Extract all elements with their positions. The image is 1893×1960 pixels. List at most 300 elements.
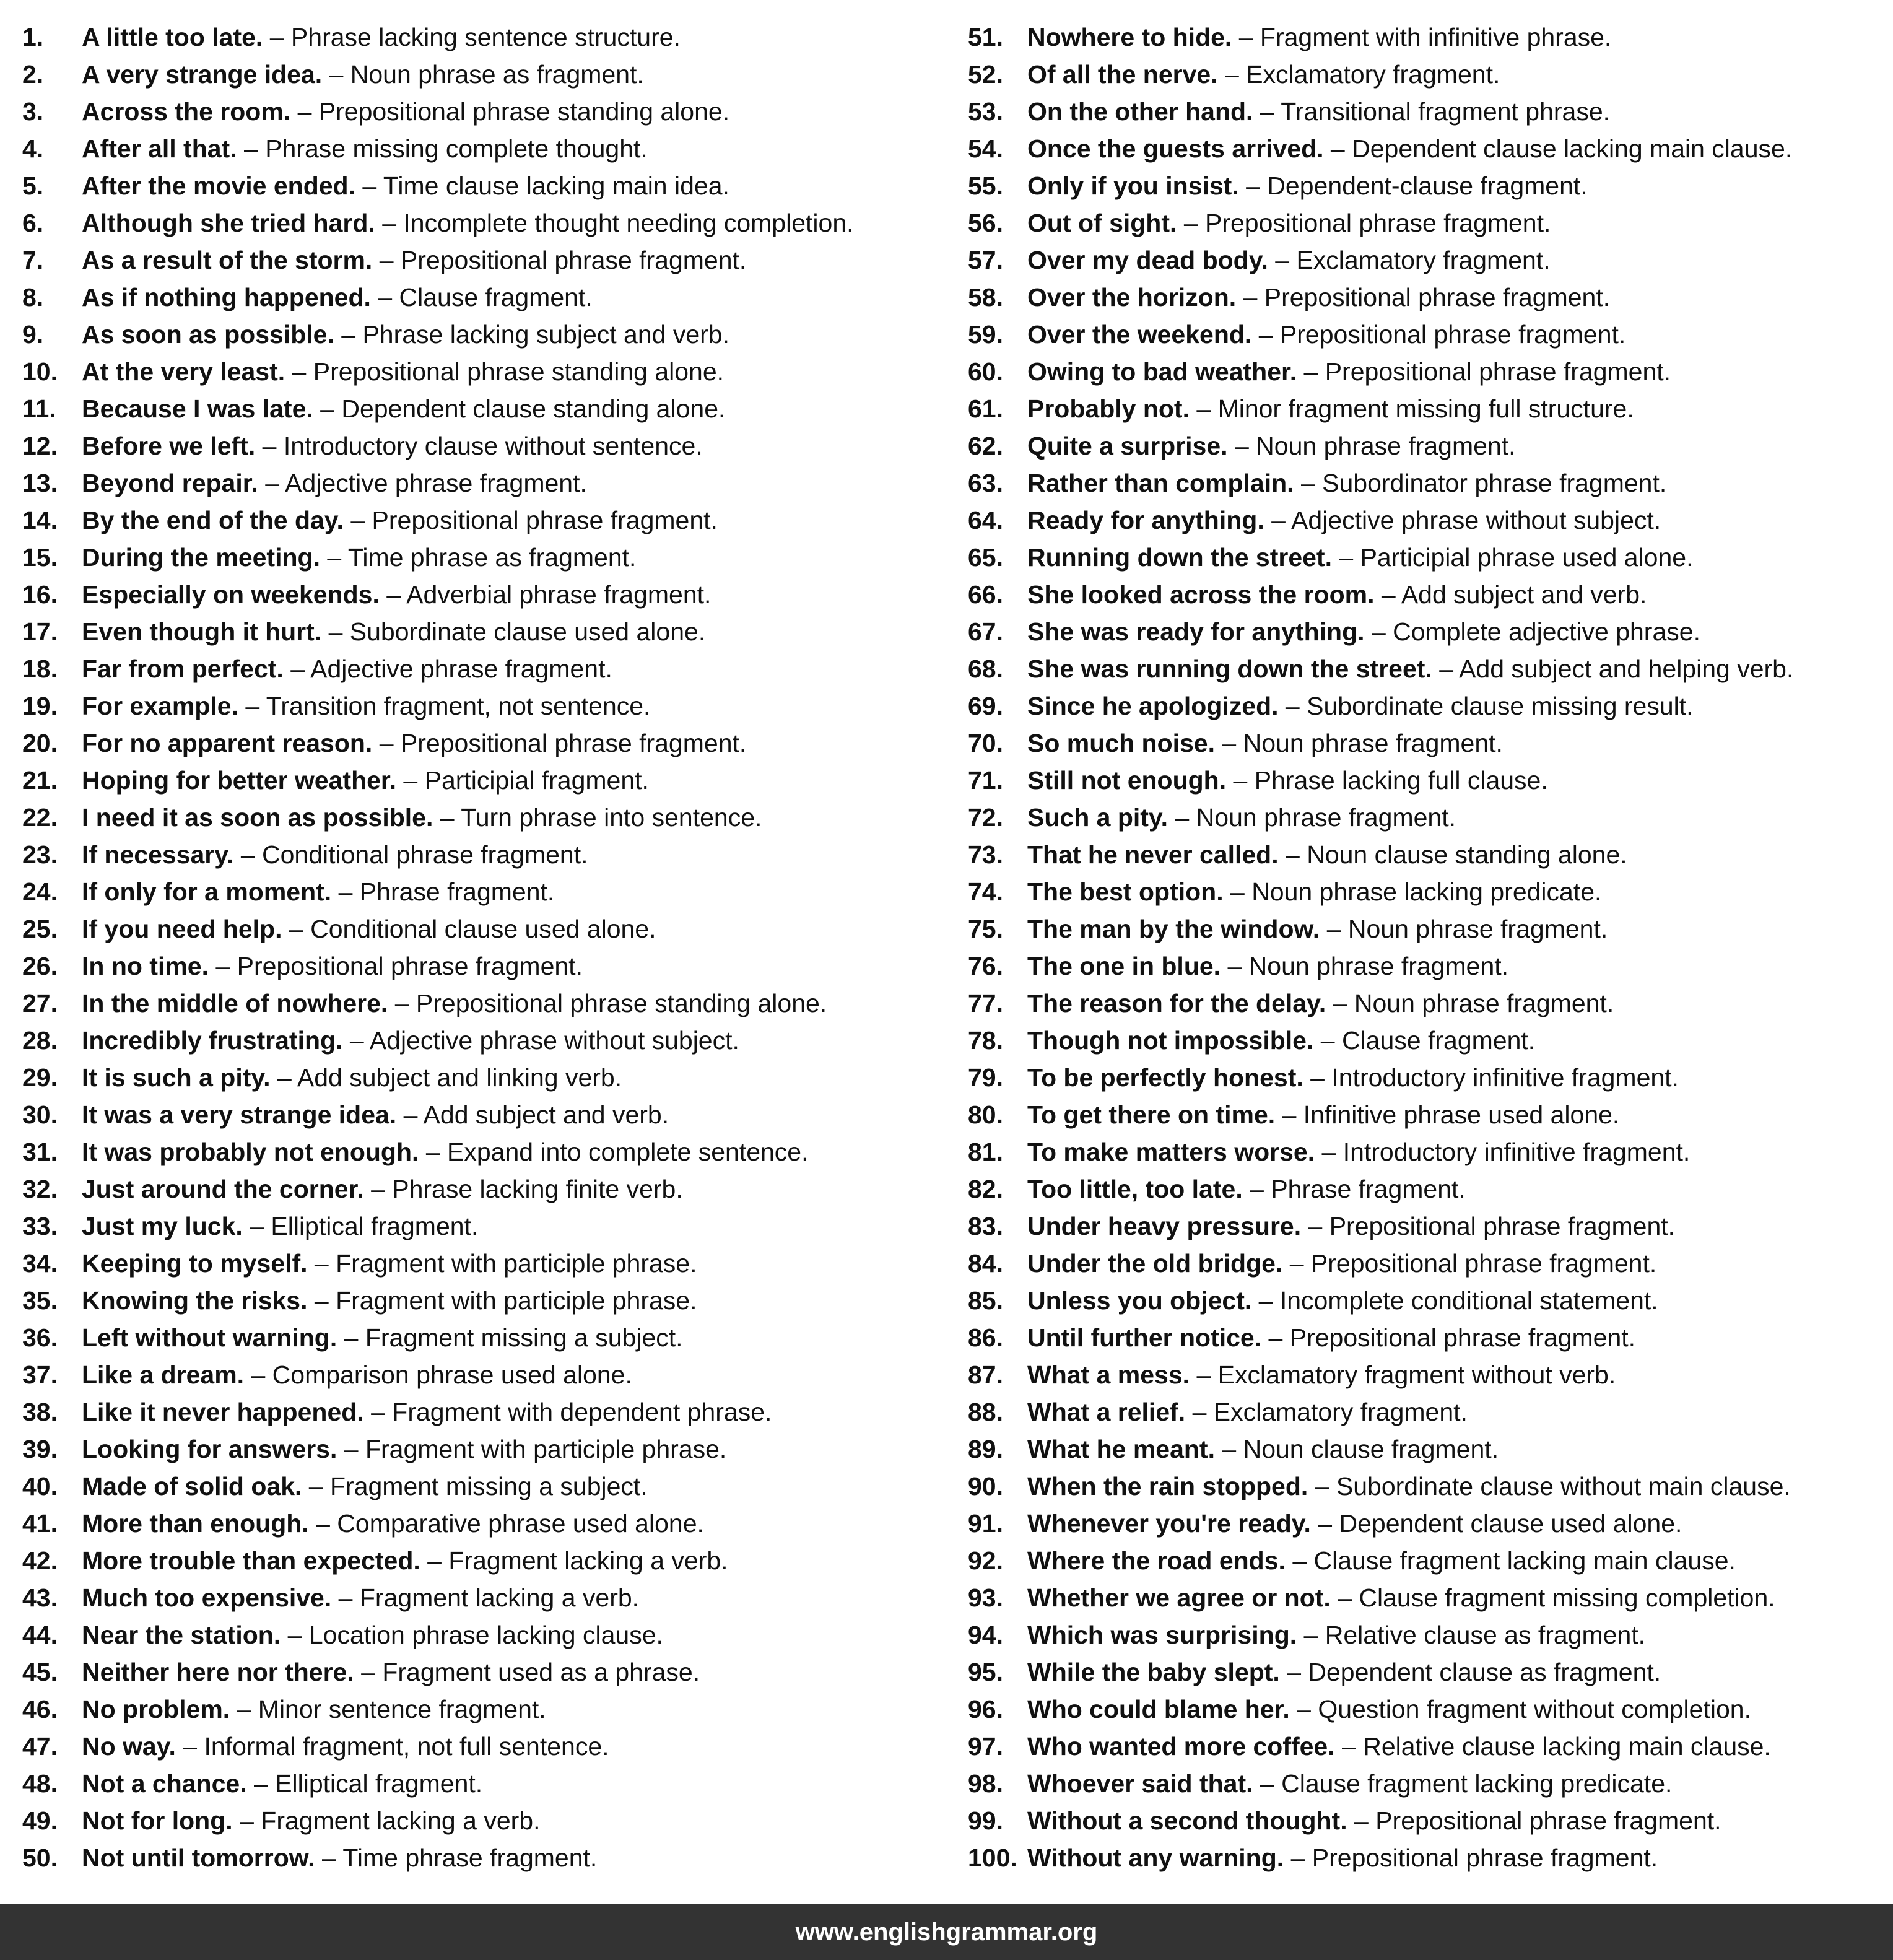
list-item [968, 279, 1884, 316]
fragment-phrase: At the very least. [82, 357, 285, 386]
fragment-phrase: Quite a surprise. [1027, 432, 1228, 460]
list-item [22, 1728, 945, 1765]
item-number: 1. [22, 23, 44, 51]
list-item [22, 725, 945, 762]
item-number: 72. [968, 803, 1003, 832]
list-item [968, 167, 1884, 204]
list-item [22, 464, 945, 502]
fragment-description: – Transition fragment, not sentence. [245, 692, 651, 720]
item-number: 22. [22, 803, 58, 832]
right-column [968, 19, 1884, 1876]
list-item [22, 1616, 945, 1653]
item-number: 13. [22, 469, 58, 497]
fragment-phrase: Neither here nor there. [82, 1658, 354, 1686]
fragment-phrase: More than enough. [82, 1509, 309, 1538]
list-item [22, 316, 945, 353]
list-item [968, 985, 1884, 1022]
fragment-description: – Fragment used as a phrase. [361, 1658, 700, 1686]
footer-bar [0, 1904, 1893, 1960]
fragment-phrase: Who could blame her. [1027, 1695, 1290, 1723]
item-number: 91. [968, 1509, 1003, 1538]
item-number: 34. [22, 1249, 58, 1278]
item-number: 48. [22, 1769, 58, 1798]
list-item [22, 56, 945, 93]
fragment-description: – Noun phrase fragment. [1227, 952, 1509, 980]
fragment-description: – Conditional clause used alone. [289, 915, 656, 943]
fragment-phrase: Whenever you're ready. [1027, 1509, 1311, 1538]
list-item [968, 1728, 1884, 1765]
item-number: 6. [22, 209, 44, 237]
fragment-phrase: No way. [82, 1732, 176, 1761]
fragment-phrase: Rather than complain. [1027, 469, 1294, 497]
fragment-description: – Elliptical fragment. [254, 1769, 483, 1798]
fragment-description: – Noun clause standing alone. [1286, 840, 1627, 869]
item-number: 85. [968, 1286, 1003, 1315]
item-number: 59. [968, 320, 1003, 349]
item-number: 54. [968, 134, 1003, 163]
list-item [968, 687, 1884, 725]
item-number: 62. [968, 432, 1003, 460]
fragment-description: – Minor sentence fragment. [237, 1695, 546, 1723]
fragment-phrase: She was ready for anything. [1027, 617, 1365, 646]
fragment-description: – Add subject and verb. [403, 1100, 669, 1129]
item-number: 17. [22, 617, 58, 646]
fragment-description: – Phrase lacking finite verb. [371, 1175, 683, 1203]
item-number: 50. [22, 1844, 58, 1872]
fragment-phrase: It was a very strange idea. [82, 1100, 397, 1129]
item-number: 19. [22, 692, 58, 720]
fragment-phrase: Until further notice. [1027, 1323, 1262, 1352]
fragment-phrase: Where the road ends. [1027, 1546, 1286, 1575]
item-number: 47. [22, 1732, 58, 1761]
list-item [22, 1839, 945, 1876]
fragment-phrase: Before we left. [82, 432, 256, 460]
fragment-description: – Fragment with participle phrase. [314, 1249, 697, 1278]
fragment-description: – Prepositional phrase fragment. [1243, 283, 1611, 311]
fragment-phrase: For no apparent reason. [82, 729, 373, 757]
fragment-phrase: Near the station. [82, 1621, 281, 1649]
fragment-description: – Clause fragment missing completion. [1338, 1583, 1775, 1612]
list-item [968, 1356, 1884, 1393]
fragment-phrase: Knowing the risks. [82, 1286, 308, 1315]
item-number: 25. [22, 915, 58, 943]
item-number: 39. [22, 1435, 58, 1463]
fragment-description: – Expand into complete sentence. [425, 1138, 809, 1166]
list-item [968, 947, 1884, 985]
fragment-phrase: The best option. [1027, 878, 1224, 906]
list-item [22, 390, 945, 427]
list-item [968, 1616, 1884, 1653]
list-item [22, 204, 945, 242]
fragment-phrase: Just my luck. [82, 1212, 243, 1240]
fragment-phrase: Over the horizon. [1027, 283, 1237, 311]
fragment-description: – Exclamatory fragment. [1192, 1398, 1468, 1426]
fragment-description: – Noun phrase lacking predicate. [1230, 878, 1602, 906]
item-number: 77. [968, 989, 1003, 1017]
fragment-phrase: To be perfectly honest. [1027, 1063, 1303, 1092]
item-number: 26. [22, 952, 58, 980]
fragment-phrase: After the movie ended. [82, 172, 355, 200]
item-number: 98. [968, 1769, 1003, 1798]
fragment-phrase: Ready for anything. [1027, 506, 1264, 534]
item-number: 3. [22, 97, 44, 126]
item-number: 100. [968, 1844, 1017, 1872]
item-number: 68. [968, 655, 1003, 683]
item-number: 14. [22, 506, 58, 534]
list-item [968, 353, 1884, 390]
fragment-phrase: In the middle of nowhere. [82, 989, 388, 1017]
fragment-phrase: Once the guests arrived. [1027, 134, 1324, 163]
list-item [22, 502, 945, 539]
fragment-phrase: What a mess. [1027, 1361, 1190, 1389]
list-item [968, 1133, 1884, 1170]
item-number: 8. [22, 283, 44, 311]
list-item [968, 1468, 1884, 1505]
fragment-phrase: The one in blue. [1027, 952, 1221, 980]
list-item [968, 1505, 1884, 1542]
fragment-description: – Noun clause fragment. [1222, 1435, 1499, 1463]
fragment-description: – Prepositional phrase fragment. [1268, 1323, 1636, 1352]
fragment-phrase: If necessary. [82, 840, 234, 869]
list-item [968, 1393, 1884, 1431]
list-item [22, 1133, 945, 1170]
list-item [22, 1802, 945, 1839]
fragment-phrase: Who wanted more coffee. [1027, 1732, 1335, 1761]
fragment-phrase: Unless you object. [1027, 1286, 1252, 1315]
fragment-description: – Transitional fragment phrase. [1260, 97, 1611, 126]
item-number: 43. [22, 1583, 58, 1612]
item-number: 36. [22, 1323, 58, 1352]
list-item [968, 204, 1884, 242]
fragment-phrase: Too little, too late. [1027, 1175, 1243, 1203]
list-item [22, 947, 945, 985]
fragment-description: – Subordinate clause used alone. [328, 617, 706, 646]
fragment-phrase: Out of sight. [1027, 209, 1177, 237]
item-number: 78. [968, 1026, 1003, 1055]
fragment-description: – Adjective phrase without subject. [349, 1026, 739, 1055]
item-number: 7. [22, 246, 44, 274]
fragment-phrase: Over my dead body. [1027, 246, 1268, 274]
fragment-phrase: Because I was late. [82, 394, 313, 423]
item-number: 45. [22, 1658, 58, 1686]
fragment-phrase: I need it as soon as possible. [82, 803, 433, 832]
fragment-phrase: Whoever said that. [1027, 1769, 1253, 1798]
fragment-phrase: What a relief. [1027, 1398, 1186, 1426]
fragment-description: – Adjective phrase fragment. [290, 655, 612, 683]
fragment-phrase: Looking for answers. [82, 1435, 337, 1463]
fragment-phrase: So much noise. [1027, 729, 1215, 757]
fragment-description: – Comparative phrase used alone. [316, 1509, 704, 1538]
item-number: 51. [968, 23, 1003, 51]
item-number: 18. [22, 655, 58, 683]
fragment-description: – Comparison phrase used alone. [251, 1361, 632, 1389]
fragment-description: – Relative clause as fragment. [1303, 1621, 1646, 1649]
list-item [968, 316, 1884, 353]
fragment-description: – Add subject and linking verb. [277, 1063, 622, 1092]
item-number: 52. [968, 60, 1003, 89]
fragment-phrase: Such a pity. [1027, 803, 1168, 832]
fragment-description: – Dependent clause as fragment. [1287, 1658, 1661, 1686]
list-item [968, 1208, 1884, 1245]
item-number: 12. [22, 432, 58, 460]
item-number: 86. [968, 1323, 1003, 1352]
list-item [22, 93, 945, 130]
fragment-description: – Prepositional phrase fragment. [1354, 1806, 1721, 1835]
fragment-phrase: Just around the corner. [82, 1175, 364, 1203]
fragment-description: – Time phrase as fragment. [327, 543, 637, 572]
fragment-description: – Noun phrase fragment. [1333, 989, 1614, 1017]
item-number: 70. [968, 729, 1003, 757]
list-item [22, 279, 945, 316]
item-number: 69. [968, 692, 1003, 720]
list-item [968, 762, 1884, 799]
item-number: 35. [22, 1286, 58, 1315]
fragment-phrase: Although she tried hard. [82, 209, 375, 237]
fragment-phrase: It is such a pity. [82, 1063, 271, 1092]
item-number: 58. [968, 283, 1003, 311]
fragment-description: – Minor fragment missing full structure. [1196, 394, 1634, 423]
fragment-description: – Exclamatory fragment without verb. [1196, 1361, 1616, 1389]
item-number: 38. [22, 1398, 58, 1426]
item-number: 11. [22, 394, 56, 423]
fragment-phrase: Only if you insist. [1027, 172, 1239, 200]
fragment-description: – Dependent-clause fragment. [1246, 172, 1588, 200]
fragment-phrase: Under the old bridge. [1027, 1249, 1283, 1278]
item-number: 97. [968, 1732, 1003, 1761]
fragment-phrase: During the meeting. [82, 543, 320, 572]
fragment-description: – Infinitive phrase used alone. [1282, 1100, 1620, 1129]
list-item [968, 502, 1884, 539]
list-item [968, 464, 1884, 502]
item-number: 37. [22, 1361, 58, 1389]
list-item [22, 1059, 945, 1096]
list-item [968, 836, 1884, 873]
fragment-description: – Exclamatory fragment. [1225, 60, 1500, 89]
list-item [22, 427, 945, 464]
fragment-description: – Prepositional phrase fragment. [1308, 1212, 1676, 1240]
list-item [968, 1431, 1884, 1468]
fragment-description: – Prepositional phrase fragment. [379, 729, 747, 757]
fragment-description: – Fragment with participle phrase. [344, 1435, 727, 1463]
fragment-description: – Phrase fragment. [338, 878, 555, 906]
list-item [968, 1653, 1884, 1691]
fragment-description: – Fragment lacking a verb. [427, 1546, 728, 1575]
item-number: 84. [968, 1249, 1003, 1278]
list-item [968, 1096, 1884, 1133]
fragment-description: – Time clause lacking main idea. [362, 172, 729, 200]
fragment-phrase: Keeping to myself. [82, 1249, 308, 1278]
item-number: 15. [22, 543, 58, 572]
item-number: 81. [968, 1138, 1003, 1166]
list-item [968, 1579, 1884, 1616]
item-number: 75. [968, 915, 1003, 943]
fragment-description: – Prepositional phrase fragment. [1183, 209, 1551, 237]
list-item [968, 725, 1884, 762]
list-item [22, 1170, 945, 1208]
list-item [22, 985, 945, 1022]
fragment-description: – Noun phrase fragment. [1222, 729, 1503, 757]
fragment-description: – Prepositional phrase fragment. [215, 952, 583, 980]
item-number: 16. [22, 580, 58, 609]
fragment-phrase: Especially on weekends. [82, 580, 380, 609]
item-number: 30. [22, 1100, 58, 1129]
fragment-phrase: Not for long. [82, 1806, 233, 1835]
fragment-description: – Prepositional phrase standing alone. [297, 97, 730, 126]
fragment-phrase: Of all the nerve. [1027, 60, 1218, 89]
list-item [968, 799, 1884, 836]
item-number: 9. [22, 320, 44, 349]
fragment-phrase: Nowhere to hide. [1027, 23, 1232, 51]
fragment-phrase: Not until tomorrow. [82, 1844, 315, 1872]
fragment-phrase: As if nothing happened. [82, 283, 371, 311]
fragment-description: – Incomplete thought needing completion. [382, 209, 854, 237]
fragment-description: – Phrase lacking subject and verb. [341, 320, 730, 349]
item-number: 21. [22, 766, 58, 795]
fragment-description: – Incomplete conditional statement. [1258, 1286, 1658, 1315]
fragment-phrase: Probably not. [1027, 394, 1190, 423]
fragment-description: – Prepositional phrase fragment. [379, 246, 747, 274]
fragment-phrase: To get there on time. [1027, 1100, 1276, 1129]
fragment-description: – Adjective phrase without subject. [1271, 506, 1661, 534]
fragment-description: – Phrase lacking full clause. [1233, 766, 1548, 795]
list-item [22, 1245, 945, 1282]
fragment-description: – Clause fragment. [1320, 1026, 1536, 1055]
fragment-description: – Prepositional phrase fragment. [350, 506, 718, 534]
list-item [968, 1765, 1884, 1802]
list-item [22, 19, 945, 56]
list-item [22, 1393, 945, 1431]
list-item [22, 130, 945, 167]
list-item [22, 1542, 945, 1579]
item-number: 95. [968, 1658, 1003, 1686]
fragment-phrase: Which was surprising. [1027, 1621, 1297, 1649]
item-number: 71. [968, 766, 1003, 795]
list-item [22, 687, 945, 725]
fragment-phrase: Even though it hurt. [82, 617, 322, 646]
item-number: 10. [22, 357, 58, 386]
footer-url[interactable]: www.englishgrammar.org [795, 1918, 1098, 1946]
fragment-description: – Add subject and verb. [1381, 580, 1647, 609]
list-item [22, 1022, 945, 1059]
fragment-description: – Clause fragment. [378, 283, 593, 311]
fragment-phrase: Under heavy pressure. [1027, 1212, 1302, 1240]
fragment-description: – Subordinator phrase fragment. [1300, 469, 1667, 497]
item-number: 31. [22, 1138, 58, 1166]
item-number: 33. [22, 1212, 58, 1240]
fragment-description: – Fragment missing a subject. [344, 1323, 683, 1352]
fragment-phrase: Though not impossible. [1027, 1026, 1314, 1055]
list-item [22, 1208, 945, 1245]
fragment-description: – Adjective phrase fragment. [265, 469, 587, 497]
fragment-phrase: To make matters worse. [1027, 1138, 1315, 1166]
fragment-phrase: Incredibly frustrating. [82, 1026, 343, 1055]
list-item [968, 1542, 1884, 1579]
fragment-phrase: That he never called. [1027, 840, 1279, 869]
fragment-description: – Subordinate clause missing result. [1285, 692, 1694, 720]
fragment-description: – Dependent clause lacking main clause. [1330, 134, 1793, 163]
fragment-phrase: What he meant. [1027, 1435, 1215, 1463]
list-item [22, 353, 945, 390]
fragment-description: – Add subject and helping verb. [1439, 655, 1794, 683]
list-item [968, 19, 1884, 56]
list-item [968, 130, 1884, 167]
list-item [968, 427, 1884, 464]
list-item [968, 650, 1884, 687]
fragment-description: – Elliptical fragment. [250, 1212, 479, 1240]
item-number: 2. [22, 60, 44, 89]
list-item [22, 1356, 945, 1393]
fragment-phrase: More trouble than expected. [82, 1546, 420, 1575]
fragment-phrase: No problem. [82, 1695, 230, 1723]
item-number: 46. [22, 1695, 58, 1723]
list-item [968, 1022, 1884, 1059]
fragment-phrase: While the baby slept. [1027, 1658, 1280, 1686]
fragment-description: – Question fragment without completion. [1297, 1695, 1751, 1723]
fragment-description: – Noun phrase fragment. [1326, 915, 1608, 943]
fragment-description: – Conditional phrase fragment. [240, 840, 588, 869]
left-column [22, 19, 945, 1876]
fragment-phrase: Like a dream. [82, 1361, 245, 1389]
fragment-description: – Exclamatory fragment. [1275, 246, 1551, 274]
fragment-description: – Subordinate clause without main clause. [1315, 1472, 1791, 1500]
list-item [22, 836, 945, 873]
fragment-description: – Fragment lacking a verb. [338, 1583, 640, 1612]
list-item [22, 799, 945, 836]
fragment-phrase: It was probably not enough. [82, 1138, 419, 1166]
item-number: 83. [968, 1212, 1003, 1240]
fragment-phrase: Without any warning. [1027, 1844, 1284, 1872]
item-number: 41. [22, 1509, 58, 1538]
list-item [968, 873, 1884, 910]
item-number: 23. [22, 840, 58, 869]
fragment-description: – Clause fragment lacking main clause. [1292, 1546, 1736, 1575]
fragment-phrase: Owing to bad weather. [1027, 357, 1297, 386]
fragment-description: – Prepositional phrase standing alone. [292, 357, 725, 386]
fragment-description: – Phrase fragment. [1250, 1175, 1466, 1203]
list-item [22, 613, 945, 650]
fragment-description: – Introductory clause without sentence. [262, 432, 703, 460]
fragment-phrase: For example. [82, 692, 238, 720]
fragment-phrase: Without a second thought. [1027, 1806, 1347, 1835]
fragment-description: – Noun phrase fragment. [1175, 803, 1456, 832]
list-item [968, 390, 1884, 427]
list-item [22, 576, 945, 613]
item-number: 27. [22, 989, 58, 1017]
fragment-description: – Participial fragment. [403, 766, 649, 795]
fragment-phrase: By the end of the day. [82, 506, 344, 534]
item-number: 99. [968, 1806, 1003, 1835]
item-number: 64. [968, 506, 1003, 534]
item-number: 88. [968, 1398, 1003, 1426]
item-number: 29. [22, 1063, 58, 1092]
item-number: 73. [968, 840, 1003, 869]
fragment-phrase: Since he apologized. [1027, 692, 1279, 720]
list-item [968, 576, 1884, 613]
list-item [968, 93, 1884, 130]
list-item [22, 1579, 945, 1616]
item-number: 4. [22, 134, 44, 163]
fragment-phrase: Much too expensive. [82, 1583, 332, 1612]
fragment-phrase: As soon as possible. [82, 320, 334, 349]
list-item [968, 539, 1884, 576]
item-number: 55. [968, 172, 1003, 200]
list-item [22, 1431, 945, 1468]
fragment-phrase: Still not enough. [1027, 766, 1227, 795]
fragment-description: – Dependent clause used alone. [1318, 1509, 1682, 1538]
item-number: 87. [968, 1361, 1003, 1389]
list-item [968, 613, 1884, 650]
item-number: 32. [22, 1175, 58, 1203]
